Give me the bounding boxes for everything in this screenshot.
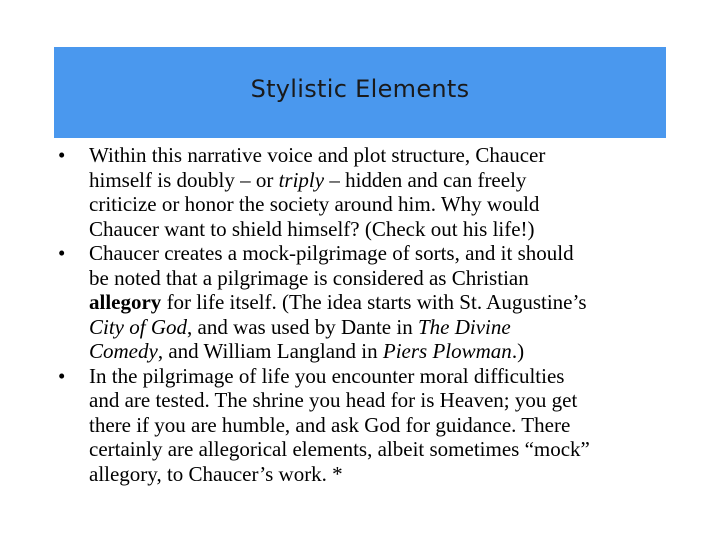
bullet-line — [89, 462, 670, 487]
text-run: , and William Langland in — [157, 339, 383, 363]
bullet-marker: • — [58, 363, 66, 388]
text-run: allegory, to Chaucer’s work. * — [89, 461, 343, 486]
bullet-line — [89, 217, 670, 242]
bullet-item — [58, 364, 670, 487]
bullet-line — [89, 413, 670, 438]
bullet-marker: • — [58, 241, 66, 265]
bullet-line — [89, 437, 670, 462]
text-run: for life itself. (The idea starts with St. Augustine’s — [161, 290, 587, 314]
text-run: and are tested. The shrine you head for is Heaven; you get — [89, 388, 578, 412]
bullet-line — [89, 388, 670, 413]
text-run: Chaucer creates a mock-pilgrimage of sorts, and it should — [89, 241, 574, 265]
text-run: .) — [511, 339, 525, 363]
bullet-text — [89, 364, 670, 487]
bullet-text — [89, 143, 670, 241]
italic-text: Piers Plowman — [382, 339, 512, 363]
bullet-marker: • — [58, 143, 66, 167]
bullet-line — [89, 143, 670, 168]
bullet-text — [89, 241, 670, 364]
text-run: In the pilgrimage of life you encounter moral difficulties — [89, 363, 565, 388]
title-bar — [54, 47, 666, 138]
bullet-line — [89, 266, 670, 291]
bullet-line — [89, 364, 670, 389]
text-run: himself is doubly – or — [89, 167, 279, 192]
italic-text: triply — [278, 167, 325, 192]
text-run: Chaucer want to shield himself? (Check out his life!) — [89, 216, 535, 241]
text-run: , and was used by Dante in — [187, 314, 418, 339]
bold-term: allegory — [89, 290, 162, 314]
text-run: Within this narrative voice and plot structure, Chaucer — [89, 143, 546, 167]
text-run: – hidden and can freely — [324, 167, 527, 192]
bullet-line — [89, 168, 670, 193]
bullet-item — [58, 241, 670, 364]
bullet-line — [89, 192, 670, 217]
text-run: criticize or honor the society around him. Why would — [89, 192, 540, 216]
italic-text: Comedy — [89, 339, 158, 363]
slide-title: Stylistic Elements — [250, 75, 470, 103]
bullet-line — [89, 339, 670, 364]
italic-text: The Divine — [417, 314, 511, 339]
bullet-list — [58, 143, 670, 486]
text-run: be noted that a pilgrimage is considered as Christian — [89, 265, 529, 290]
bullet-line — [89, 290, 670, 315]
text-run: there if you are humble, and ask God for guidance. There — [89, 412, 571, 437]
bullet-item — [58, 143, 670, 241]
bullet-line — [89, 315, 670, 340]
bullet-line — [89, 241, 670, 266]
text-run: certainly are allegorical elements, albeit sometimes “mock” — [89, 437, 590, 461]
italic-text: City of God — [89, 314, 187, 339]
